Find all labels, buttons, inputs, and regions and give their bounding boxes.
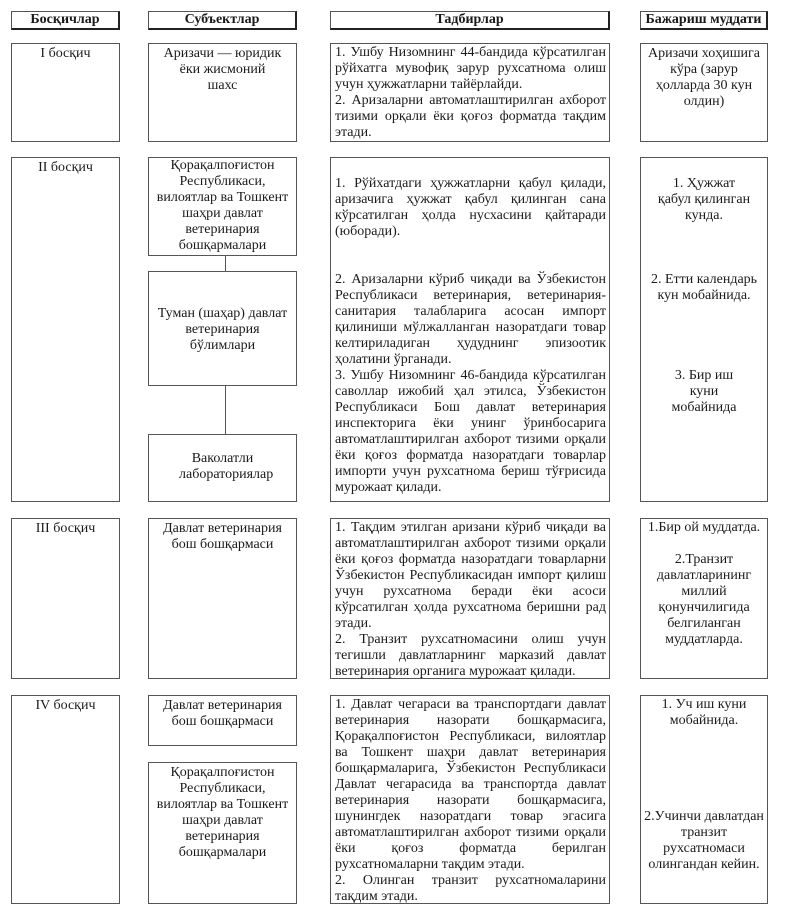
action-1-1: 1. Ушбу Низомнинг 44-бандида кўрсатилган рўйхатга мувофиқ зарур рухсатнома олиш учун ҳужжатларни тайёрлайди. <box>335 45 606 92</box>
connector-line <box>225 256 226 271</box>
deadline-4-2: 2.Учинчи давлатдан транзит рухсатномаси олингандан кейин. <box>644 809 764 872</box>
action-3-1: 1. Тақдим этилган аризани кўриб чиқади ва автоматлаштирилган ахборот тизими орқали ёки қоғоз форматда назоратдаги товарларни Ўзбекистон Республикасидан импорт қилиш учун рухсатнома беради ёки асоси кўрсатилган ҳолда рухсатнома беришни рад этади. <box>335 520 606 631</box>
action-4-2: 2. Олинган транзит рухсатномаларини тақдим этади. <box>335 873 606 904</box>
connector-line <box>225 386 226 434</box>
subject-2-regional-departments: Қорақалпоғистон Республикаси, вилоятлар ва Тошкент шаҳри давлат ветеринария бошқармалари <box>148 157 297 256</box>
actions-4 <box>330 695 610 904</box>
stage-3: III босқич <box>11 518 120 679</box>
subject-4-regional-departments: Қорақалпоғистон Республикаси, вилоятлар ва Тошкент шаҳри давлат ветеринария бошқармалари <box>148 762 297 904</box>
stage-2: II босқич <box>11 157 120 502</box>
deadline-3 <box>640 518 768 679</box>
subject-2-laboratories: Ваколатли лабораториялар <box>148 434 297 502</box>
stage-1: I босқич <box>11 43 120 142</box>
actions-1 <box>330 43 610 142</box>
action-2-2: 2. Аризаларни кўриб чиқади ва Ўзбекистон Республикаси ветеринария, ветеринария-санитария талабларига асосан импорт қилиниши мўлжалланган назоратдаги товар келтириладиган ҳудуднинг эпизоотик ҳолатини ўрганади. <box>335 272 606 367</box>
deadline-4-1: 1. Уч иш куни мобайнида. <box>661 697 747 728</box>
actions-2 <box>330 157 610 502</box>
action-2-1: 1. Рўйхатдаги ҳужжатларни қабул қилади, аризачига ҳужжат қабул қилинган сана кўрсатилган ҳолда нусхасини қайтаради (юборади). <box>335 176 606 239</box>
deadline-1: Аризачи хоҳишига кўра (зарур ҳолларда 30 кун олдин) <box>640 43 768 142</box>
action-2-3: 3. Ушбу Низомнинг 46-бандида кўрсатилган саволлар ижобий ҳал этилса, Ўзбекистон Республикаси Бош давлат ветеринария инспекторига ёки унинг ўринбосарига автоматлаштирилган ахборот тизими орқали ёки қоғоз форматда назоратдаги товарлар импорти учун рухсатнома бериш тўғрисида мурожаат қилади. <box>335 368 606 495</box>
stage-4: IV босқич <box>11 695 120 904</box>
action-3-2: 2. Транзит рухсатномасини олиш учун тегишли давлатларнинг марказий давлат ветеринария органига мурожаат қилади. <box>335 632 606 679</box>
header-actions: Тадбирлар <box>330 11 610 30</box>
deadline-3-1: 1.Бир ой муддатда. <box>647 520 761 535</box>
header-subjects: Субъектлар <box>148 11 297 30</box>
deadline-2 <box>640 157 768 502</box>
deadline-3-2: 2.Транзит давлатларининг миллий қонунчилигида белгиланган муддатларда. <box>656 552 752 647</box>
deadline-4 <box>640 695 768 904</box>
deadline-2-3: 3. Бир иш куни мобайнида <box>671 368 737 415</box>
action-4-1: 1. Давлат чегараси ва транспортдаги давлат ветеринария назорати бошқармасига, Қорақалпоғистон Республикаси, вилоятлар ва Тошкент шаҳри давлат ветеринария бошқармаларига, Ўзбекистон Республикаси Давлат чегарасида ва транспортда давлат ветеринария назорати бошқармасига, шунингдек назоратдаги товар эгасига автоматлаштирилган ахборот тизими орқали ёки қоғоз форматда берилган рухсатномаларни тақдим этади. <box>335 697 606 872</box>
subject-3-main-department: Давлат ветеринария бош бошқармаси <box>148 518 297 679</box>
header-stages: Босқичлар <box>11 11 120 30</box>
subject-2-district-departments: Туман (шаҳар) давлат ветеринария бўлимлари <box>148 271 297 386</box>
deadline-2-2: 2. Етти календарь кун мобайнида. <box>650 272 758 303</box>
header-deadline: Бажариш муддати <box>640 11 768 30</box>
subject-4-main-department: Давлат ветеринария бош бошқармаси <box>148 695 297 746</box>
actions-3 <box>330 518 610 679</box>
action-1-2: 2. Аризаларни автоматлаштирилган ахборот тизими орқали ёки қоғоз форматда тақдим этади. <box>335 93 606 140</box>
subject-1-applicant: Аризачи — юридик ёки жисмоний шахс <box>148 43 297 142</box>
deadline-2-1: 1. Ҳужжат қабул қилинган кунда. <box>657 176 751 223</box>
